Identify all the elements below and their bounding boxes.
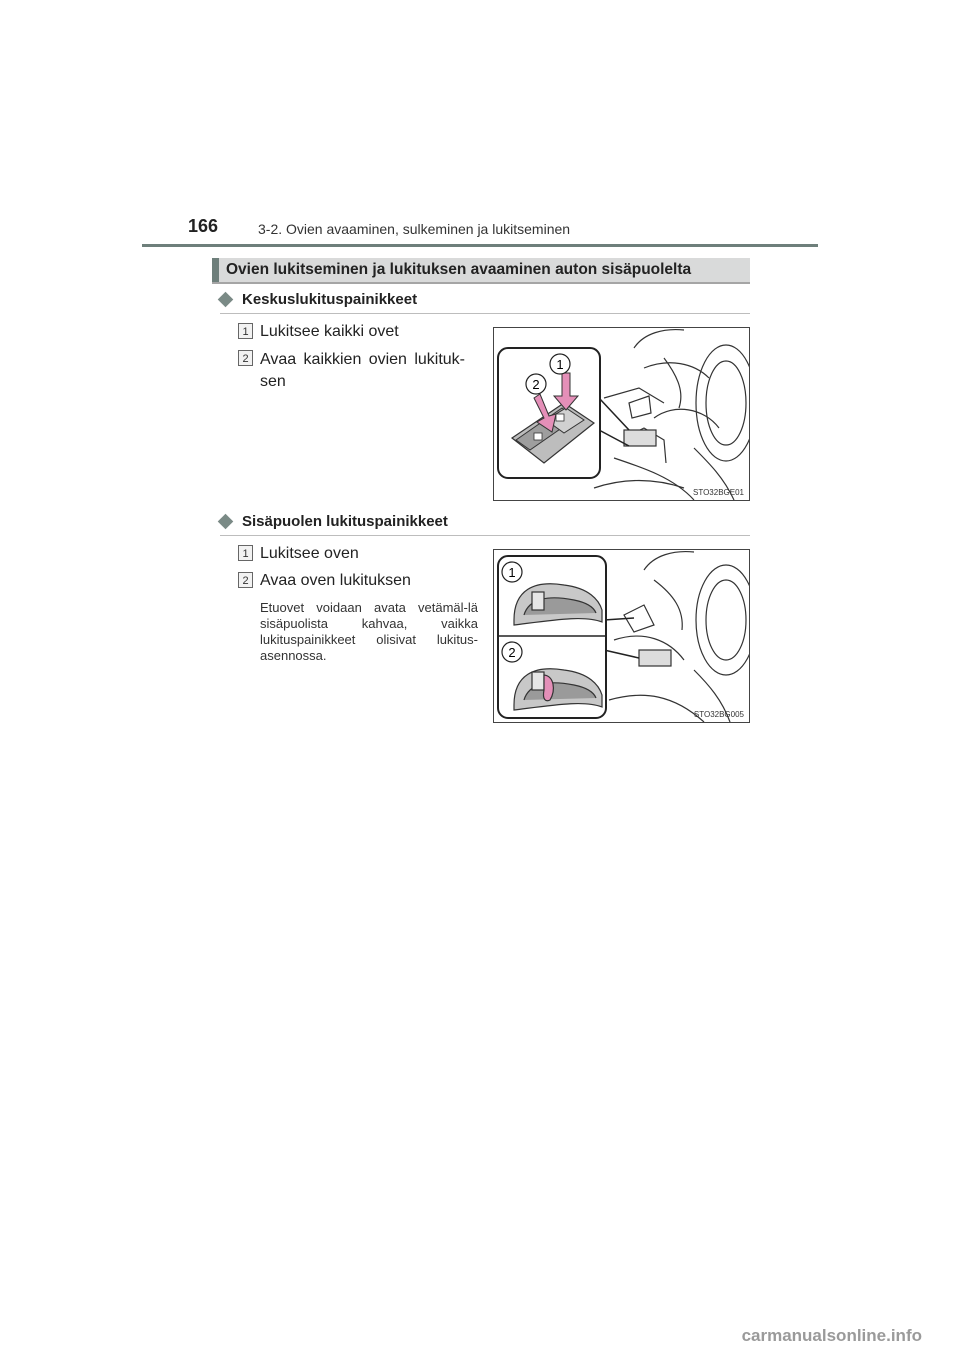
watermark: carmanualsonline.info: [741, 1326, 922, 1345]
item-number-badge: 2: [238, 350, 253, 366]
header-rule: [142, 244, 818, 247]
diamond-bullet-icon: [218, 292, 234, 308]
diamond-bullet-icon: [218, 514, 234, 530]
figure-code: STO32BGE01: [693, 488, 744, 497]
item-text: Avaa kaikkien ovien lukituk-sen: [260, 351, 465, 390]
item-number-badge: 1: [238, 545, 253, 561]
section-accent: [212, 258, 219, 282]
note-text: Etuovet voidaan avata vetämäl-lä sisäpuolista kahvaa, vaikka lukituspainikkeet olisivat lukitus-asennossa.: [260, 600, 478, 663]
subsection-title: Keskuslukituspainikkeet: [242, 291, 418, 308]
item-number-badge: 1: [238, 323, 253, 339]
subsection-title: Sisäpuolen lukituspainikkeet: [242, 513, 448, 530]
item-text: Lukitsee oven: [260, 545, 359, 562]
section-header: [212, 258, 750, 284]
central-lock-illustration: [494, 328, 749, 500]
figure-inside-lock-button: [493, 549, 750, 723]
subsection-heading: [220, 291, 750, 314]
item-number-badge: 2: [238, 572, 253, 588]
figure-central-lock-switch: [493, 327, 750, 501]
item-text: Lukitsee kaikki ovet: [260, 323, 399, 340]
page-number: 166: [188, 216, 219, 236]
figure-code: STO32BG005: [693, 710, 744, 719]
item-text: Avaa oven lukituksen: [260, 572, 411, 589]
callout-2: 2: [508, 645, 516, 660]
callout-2: 2: [532, 377, 540, 392]
section-title: Ovien lukitseminen ja lukituksen avaaminen auton sisäpuolelta: [226, 261, 692, 278]
callout-1: 1: [508, 565, 516, 580]
chapter-title: 3-2. Ovien avaaminen, sulkeminen ja lukitseminen: [258, 221, 571, 237]
inside-lock-illustration: [494, 550, 749, 722]
subsection-heading: [220, 513, 750, 536]
callout-1: 1: [556, 357, 564, 372]
